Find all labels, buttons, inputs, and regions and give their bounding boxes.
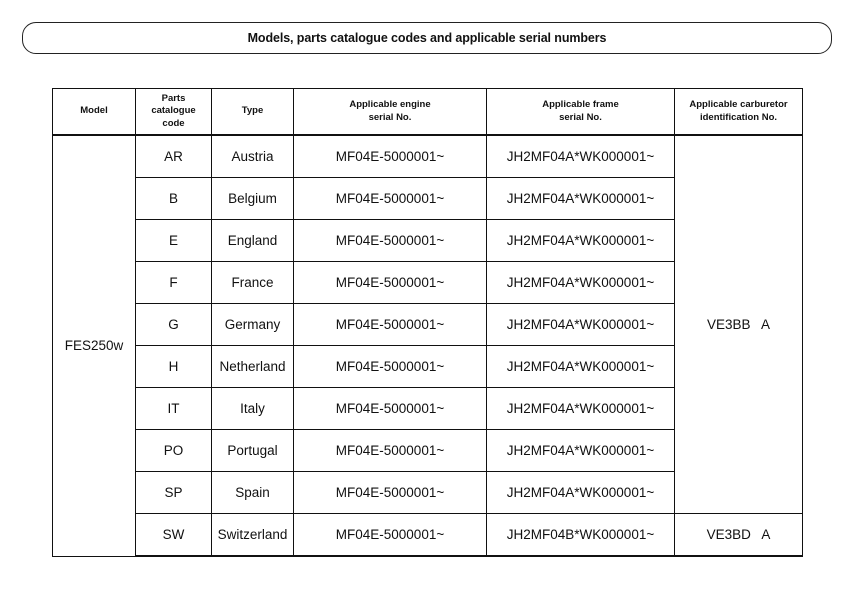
- frame-serial-cell: JH2MF04A*WK000001~: [487, 178, 675, 220]
- type-cell: Spain: [212, 472, 294, 514]
- code-cell: PO: [136, 430, 212, 472]
- code-cell: E: [136, 220, 212, 262]
- engine-serial-cell: MF04E-5000001~: [294, 178, 487, 220]
- model-cell: FES250w: [53, 135, 136, 556]
- type-cell: France: [212, 262, 294, 304]
- carburetor-id-cell: VE3BB A: [675, 135, 803, 514]
- header-model: Model: [53, 89, 136, 136]
- frame-serial-cell: JH2MF04A*WK000001~: [487, 430, 675, 472]
- table-row: [53, 514, 803, 557]
- header-engine-serial: Applicable engine serial No.: [294, 89, 487, 136]
- code-cell: IT: [136, 388, 212, 430]
- engine-serial-cell: MF04E-5000001~: [294, 430, 487, 472]
- table-row: [53, 135, 803, 178]
- type-cell: Italy: [212, 388, 294, 430]
- frame-serial-cell: JH2MF04A*WK000001~: [487, 472, 675, 514]
- header-parts-catalogue-code: Parts catalogue code: [136, 89, 212, 136]
- type-cell: Portugal: [212, 430, 294, 472]
- code-cell: SW: [136, 514, 212, 557]
- type-cell: Austria: [212, 135, 294, 178]
- engine-serial-cell: MF04E-5000001~: [294, 262, 487, 304]
- type-cell: England: [212, 220, 294, 262]
- code-cell: G: [136, 304, 212, 346]
- page-title: Models, parts catalogue codes and applicable serial numbers: [247, 31, 607, 45]
- carburetor-id-cell: VE3BD A: [675, 514, 803, 557]
- header-carburetor-id: Applicable carburetor identification No.: [675, 89, 803, 136]
- code-cell: AR: [136, 135, 212, 178]
- models-serial-table: [52, 88, 803, 557]
- type-cell: Switzerland: [212, 514, 294, 557]
- engine-serial-cell: MF04E-5000001~: [294, 304, 487, 346]
- engine-serial-cell: MF04E-5000001~: [294, 514, 487, 557]
- type-cell: Germany: [212, 304, 294, 346]
- code-cell: F: [136, 262, 212, 304]
- frame-serial-cell: JH2MF04A*WK000001~: [487, 346, 675, 388]
- frame-serial-cell: JH2MF04A*WK000001~: [487, 220, 675, 262]
- engine-serial-cell: MF04E-5000001~: [294, 388, 487, 430]
- frame-serial-cell: JH2MF04A*WK000001~: [487, 262, 675, 304]
- type-cell: Netherland: [212, 346, 294, 388]
- header-type: Type: [212, 89, 294, 136]
- frame-serial-cell: JH2MF04A*WK000001~: [487, 304, 675, 346]
- code-cell: H: [136, 346, 212, 388]
- header-frame-serial: Applicable frame serial No.: [487, 89, 675, 136]
- header-row: [53, 89, 803, 136]
- title-banner: [22, 22, 832, 54]
- code-cell: B: [136, 178, 212, 220]
- frame-serial-cell: JH2MF04A*WK000001~: [487, 135, 675, 178]
- frame-serial-cell: JH2MF04A*WK000001~: [487, 388, 675, 430]
- engine-serial-cell: MF04E-5000001~: [294, 220, 487, 262]
- type-cell: Belgium: [212, 178, 294, 220]
- frame-serial-cell: JH2MF04B*WK000001~: [487, 514, 675, 557]
- engine-serial-cell: MF04E-5000001~: [294, 346, 487, 388]
- code-cell: SP: [136, 472, 212, 514]
- engine-serial-cell: MF04E-5000001~: [294, 135, 487, 178]
- engine-serial-cell: MF04E-5000001~: [294, 472, 487, 514]
